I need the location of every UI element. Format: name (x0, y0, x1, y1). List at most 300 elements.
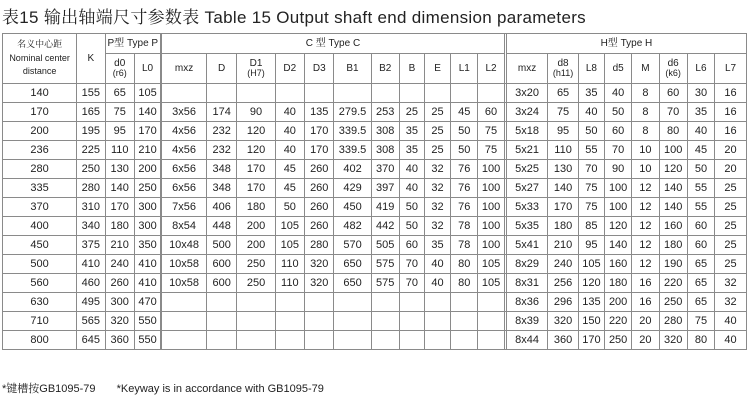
table-cell: 320 (305, 274, 334, 293)
table-cell: 40 (715, 312, 747, 331)
table-cell: 280 (77, 179, 105, 198)
table-cell: 375 (77, 236, 105, 255)
table-cell: 70 (578, 160, 604, 179)
table-cell: 78 (451, 217, 478, 236)
c-col-header-0 (162, 54, 207, 84)
table-cell: 55 (687, 179, 714, 198)
table-cell: 470 (134, 293, 160, 312)
c-col-header-2-sublabel: (H7) (247, 68, 265, 79)
table-cell (162, 331, 207, 350)
table-cell: 3x24 (506, 103, 547, 122)
table-cell (451, 331, 478, 350)
table-cell: 60 (659, 84, 687, 103)
table-cell: 60 (399, 236, 424, 255)
table-cell: 260 (105, 274, 134, 293)
table-row (3, 274, 747, 293)
table-cell: 25 (424, 122, 450, 141)
table-cell: 75 (687, 312, 714, 331)
table-cell: 105 (275, 236, 304, 255)
table-cell: 429 (334, 179, 371, 198)
table-cell: 645 (77, 331, 105, 350)
table-cell: 5x33 (506, 198, 547, 217)
table-cell: 40 (715, 331, 747, 350)
table-cell: 406 (206, 198, 237, 217)
table-cell: 308 (371, 122, 399, 141)
table-cell: 570 (334, 236, 371, 255)
table-cell (334, 331, 371, 350)
table-cell: 140 (605, 236, 632, 255)
table-cell: 80 (451, 274, 478, 293)
center-cn-label: 名义中心距 (17, 39, 63, 50)
table-cell: 280 (305, 236, 334, 255)
c-col-header-8-label: E (434, 63, 441, 74)
footnote (2, 380, 342, 396)
table-cell: 35 (578, 84, 604, 103)
table-cell: 110 (275, 274, 304, 293)
table-cell: 20 (715, 160, 747, 179)
table-cell: 160 (605, 255, 632, 274)
table-cell: 75 (478, 141, 504, 160)
table-cell: 140 (659, 179, 687, 198)
table-cell: 300 (134, 217, 160, 236)
table-cell (451, 293, 478, 312)
p-col-header-0-label: d0 (114, 58, 126, 70)
table-cell: 120 (237, 122, 275, 141)
table-cell: 482 (334, 217, 371, 236)
table-cell: 348 (206, 160, 237, 179)
table-cell: 45 (451, 103, 478, 122)
table-cell: 32 (424, 198, 450, 217)
table-cell: 195 (77, 122, 105, 141)
table-cell: 448 (206, 217, 237, 236)
c-col-header-6-label: B2 (379, 63, 392, 74)
table-cell: 105 (478, 255, 504, 274)
p-col-header-0 (105, 54, 134, 84)
table-cell: 280 (659, 312, 687, 331)
table-cell: 232 (206, 122, 237, 141)
table-cell: 105 (478, 274, 504, 293)
table-cell: 32 (715, 274, 747, 293)
table-cell: 348 (206, 179, 237, 198)
table-cell: 5x18 (506, 122, 547, 141)
table-cell: 170 (237, 179, 275, 198)
table-cell: 120 (237, 141, 275, 160)
table-cell: 210 (134, 141, 160, 160)
table-cell: 260 (305, 160, 334, 179)
table-cell: 225 (77, 141, 105, 160)
table-cell: 495 (77, 293, 105, 312)
table-cell: 40 (399, 160, 424, 179)
table-cell: 90 (237, 103, 275, 122)
table-cell: 650 (334, 274, 371, 293)
h-col-header-6 (687, 54, 714, 84)
table-cell (399, 84, 424, 103)
c-col-header-4-label: D3 (312, 63, 326, 74)
c-col-header-2-label: D1 (249, 58, 263, 70)
table-cell (237, 84, 275, 103)
table-cell: 105 (275, 217, 304, 236)
table-cell: 55 (687, 198, 714, 217)
table-cell: 155 (77, 84, 105, 103)
table-cell: 105 (578, 255, 604, 274)
table-cell: 50 (687, 160, 714, 179)
table-cell: 550 (134, 312, 160, 331)
table-cell: 650 (334, 255, 371, 274)
table-cell: 10 (632, 160, 659, 179)
table-cell: 16 (632, 274, 659, 293)
h-col-header-0-label: mxz (517, 63, 537, 74)
table-cell (206, 312, 237, 331)
table-cell: 100 (478, 160, 504, 179)
table-cell: 320 (305, 255, 334, 274)
table-cell: 50 (578, 122, 604, 141)
table-cell: 279.5 (334, 103, 371, 122)
table-cell: 40 (275, 103, 304, 122)
group-header-row (3, 34, 747, 54)
table-cell: 50 (399, 198, 424, 217)
table-cell: 100 (478, 179, 504, 198)
table-cell: 75 (105, 103, 134, 122)
table-cell: 16 (715, 122, 747, 141)
center-distance-header (3, 34, 77, 84)
table-cell (371, 84, 399, 103)
table-cell: 130 (548, 160, 579, 179)
table-cell: 80 (659, 122, 687, 141)
c-col-header-4 (305, 54, 334, 84)
table-cell: 5x41 (506, 236, 547, 255)
table-cell: 800 (3, 331, 77, 350)
table-cell: 20 (715, 141, 747, 160)
table-cell: 339.5 (334, 141, 371, 160)
table-cell: 100 (605, 198, 632, 217)
table-cell: 8 (632, 103, 659, 122)
c-col-header-5 (334, 54, 371, 84)
table-cell: 50 (275, 198, 304, 217)
table-cell: 12 (632, 255, 659, 274)
table-row (3, 160, 747, 179)
table-cell: 50 (399, 217, 424, 236)
table-cell: 120 (659, 160, 687, 179)
table-row (3, 122, 747, 141)
table-row (3, 255, 747, 274)
table-row (3, 217, 747, 236)
table-cell: 50 (605, 103, 632, 122)
table-cell: 40 (687, 122, 714, 141)
table-cell: 180 (548, 217, 579, 236)
table-cell: 260 (305, 179, 334, 198)
table-cell: 250 (77, 160, 105, 179)
table-cell (206, 84, 237, 103)
table-cell: 180 (659, 236, 687, 255)
table-cell (275, 331, 304, 350)
table-cell: 32 (424, 160, 450, 179)
table-cell (237, 312, 275, 331)
table-cell: 140 (105, 179, 134, 198)
table-cell: 5x21 (506, 141, 547, 160)
footnote-en: *Keyway is in accordance with GB1095-79 (116, 383, 324, 395)
table-cell: 575 (371, 274, 399, 293)
h-col-header-3 (605, 54, 632, 84)
table-cell: 253 (371, 103, 399, 122)
table-cell (399, 293, 424, 312)
h-col-header-0 (506, 54, 547, 84)
table-row (3, 293, 747, 312)
table-cell: 236 (3, 141, 77, 160)
table-cell: 110 (275, 255, 304, 274)
type-h-header: H型 Type H (506, 34, 746, 54)
table-row (3, 331, 747, 350)
table-cell: 310 (77, 198, 105, 217)
table-row (3, 179, 747, 198)
table-cell: 6x56 (162, 160, 207, 179)
table-cell: 8 (632, 84, 659, 103)
table-cell: 75 (578, 179, 604, 198)
table-cell: 250 (237, 274, 275, 293)
table-row (3, 141, 747, 160)
table-cell: 220 (659, 274, 687, 293)
table-cell: 25 (715, 198, 747, 217)
table-cell: 20 (632, 312, 659, 331)
table-cell: 40 (424, 255, 450, 274)
table-cell: 397 (371, 179, 399, 198)
table-cell: 250 (659, 293, 687, 312)
table-cell: 250 (237, 255, 275, 274)
table-cell: 100 (478, 217, 504, 236)
h-col-header-3-label: d5 (612, 63, 624, 74)
c-col-header-3-label: D2 (283, 63, 297, 74)
table-cell: 40 (424, 274, 450, 293)
table-cell: 70 (399, 255, 424, 274)
table-cell (305, 293, 334, 312)
table-cell: 65 (687, 274, 714, 293)
table-cell: 220 (605, 312, 632, 331)
table-cell: 70 (605, 141, 632, 160)
table-cell: 174 (206, 103, 237, 122)
table-cell: 40 (275, 122, 304, 141)
table-cell: 300 (134, 198, 160, 217)
h-col-header-1 (548, 54, 579, 84)
table-cell: 135 (578, 293, 604, 312)
table-cell: 5x27 (506, 179, 547, 198)
table-row (3, 84, 747, 103)
c-col-header-5-label: B1 (346, 63, 359, 74)
c-col-header-2 (237, 54, 275, 84)
k-header: K (77, 34, 105, 84)
h-col-header-5-label: d6 (667, 58, 679, 70)
table-cell: 50 (451, 122, 478, 141)
table-cell: 40 (605, 84, 632, 103)
table-cell: 3x20 (506, 84, 547, 103)
table-cell: 76 (451, 160, 478, 179)
table-cell: 410 (77, 255, 105, 274)
table-cell (451, 84, 478, 103)
dimension-table (2, 33, 747, 350)
table-cell (275, 84, 304, 103)
table-cell: 500 (3, 255, 77, 274)
table-cell: 8x44 (506, 331, 547, 350)
c-col-header-10-label: L2 (485, 63, 497, 74)
table-cell: 8x36 (506, 293, 547, 312)
table-cell: 90 (605, 160, 632, 179)
table-cell: 76 (451, 198, 478, 217)
table-cell: 170 (578, 331, 604, 350)
table-cell: 65 (548, 84, 579, 103)
table-cell: 250 (605, 331, 632, 350)
table-cell: 120 (578, 274, 604, 293)
table-cell: 12 (632, 179, 659, 198)
c-col-header-1 (206, 54, 237, 84)
table-cell (206, 331, 237, 350)
table-cell (275, 312, 304, 331)
c-col-header-6 (371, 54, 399, 84)
table-cell: 320 (659, 331, 687, 350)
h-col-header-2-label: L8 (585, 63, 597, 74)
c-col-header-7 (399, 54, 424, 84)
table-cell: 160 (659, 217, 687, 236)
table-cell: 16 (632, 293, 659, 312)
table-cell: 75 (578, 198, 604, 217)
table-cell: 350 (134, 236, 160, 255)
table-cell: 35 (399, 141, 424, 160)
table-cell: 60 (687, 236, 714, 255)
table-cell: 12 (632, 198, 659, 217)
table-cell: 296 (548, 293, 579, 312)
table-cell: 256 (548, 274, 579, 293)
table-cell: 170 (305, 122, 334, 141)
table-cell: 60 (687, 217, 714, 236)
table-cell: 150 (578, 312, 604, 331)
table-cell (305, 312, 334, 331)
table-cell: 100 (605, 179, 632, 198)
table-cell: 70 (659, 103, 687, 122)
table-cell (371, 312, 399, 331)
table-cell: 32 (424, 179, 450, 198)
p-col-header-1-label: L0 (141, 63, 154, 74)
table-row (3, 103, 747, 122)
c-col-header-8 (424, 54, 450, 84)
table-cell: 100 (478, 198, 504, 217)
table-cell: 10x58 (162, 255, 207, 274)
center-en2-label: distance (22, 66, 57, 77)
table-cell (305, 331, 334, 350)
table-cell: 550 (134, 331, 160, 350)
center-en1-label: Nominal center (9, 52, 70, 63)
c-col-header-9 (451, 54, 478, 84)
table-cell: 35 (399, 122, 424, 141)
table-cell: 40 (275, 141, 304, 160)
table-cell (305, 84, 334, 103)
h-col-header-5-sublabel: (k6) (665, 68, 681, 79)
table-cell: 120 (605, 217, 632, 236)
sub-header-row (3, 54, 747, 84)
table-cell: 25 (715, 217, 747, 236)
table-cell: 10x58 (162, 274, 207, 293)
table-cell: 100 (478, 236, 504, 255)
table-cell: 75 (548, 103, 579, 122)
table-cell (424, 84, 450, 103)
table-cell (334, 312, 371, 331)
table-cell: 200 (605, 293, 632, 312)
table-cell: 280 (3, 160, 77, 179)
table-cell: 170 (305, 141, 334, 160)
table-cell: 75 (478, 122, 504, 141)
table-cell: 240 (548, 255, 579, 274)
table-cell: 95 (548, 122, 579, 141)
table-cell: 460 (77, 274, 105, 293)
table-cell: 370 (371, 160, 399, 179)
table-cell: 8x39 (506, 312, 547, 331)
h-col-header-1-label: d8 (557, 58, 569, 70)
table-cell: 85 (578, 217, 604, 236)
table-cell: 308 (371, 141, 399, 160)
table-cell: 260 (305, 198, 334, 217)
table-cell (206, 293, 237, 312)
table-cell (424, 331, 450, 350)
table-cell: 12 (632, 236, 659, 255)
table-cell: 140 (548, 179, 579, 198)
table-cell (399, 312, 424, 331)
table-cell: 140 (134, 103, 160, 122)
table-cell (399, 331, 424, 350)
table-cell: 170 (3, 103, 77, 122)
table-cell: 300 (105, 293, 134, 312)
table-cell: 130 (105, 160, 134, 179)
table-cell: 12 (632, 217, 659, 236)
table-cell: 340 (77, 217, 105, 236)
table-cell: 135 (305, 103, 334, 122)
table-cell: 370 (3, 198, 77, 217)
table-cell: 505 (371, 236, 399, 255)
table-cell: 65 (105, 84, 134, 103)
table-cell: 4x56 (162, 122, 207, 141)
table-cell: 170 (237, 160, 275, 179)
table-cell: 630 (3, 293, 77, 312)
table-cell (237, 331, 275, 350)
table-cell: 575 (371, 255, 399, 274)
table-cell (162, 312, 207, 331)
h-col-header-7-label: L7 (724, 63, 737, 74)
h-col-header-2 (578, 54, 604, 84)
table-cell: 335 (3, 179, 77, 198)
table-cell: 450 (3, 236, 77, 255)
table-cell: 200 (134, 160, 160, 179)
table-cell: 7x56 (162, 198, 207, 217)
table-cell (451, 312, 478, 331)
table-cell: 60 (478, 103, 504, 122)
table-cell: 25 (715, 179, 747, 198)
table-cell: 400 (3, 217, 77, 236)
table-cell (162, 293, 207, 312)
table-cell: 200 (237, 217, 275, 236)
table-cell: 95 (578, 236, 604, 255)
table-cell: 450 (334, 198, 371, 217)
table-cell: 232 (206, 141, 237, 160)
table-cell: 260 (305, 217, 334, 236)
table-cell: 16 (715, 84, 747, 103)
h-col-header-4-label: M (641, 63, 650, 74)
table-cell: 560 (3, 274, 77, 293)
table-cell: 410 (134, 255, 160, 274)
table-cell: 8 (632, 122, 659, 141)
page-title: 表15 输出轴端尺寸参数表 Table 15 Output shaft end dimension parameters (2, 8, 586, 27)
table-cell: 419 (371, 198, 399, 217)
table-cell: 30 (687, 84, 714, 103)
table-cell (237, 293, 275, 312)
table-cell: 40 (578, 103, 604, 122)
table-cell: 65 (687, 255, 714, 274)
table-cell: 339.5 (334, 122, 371, 141)
table-cell: 190 (659, 255, 687, 274)
